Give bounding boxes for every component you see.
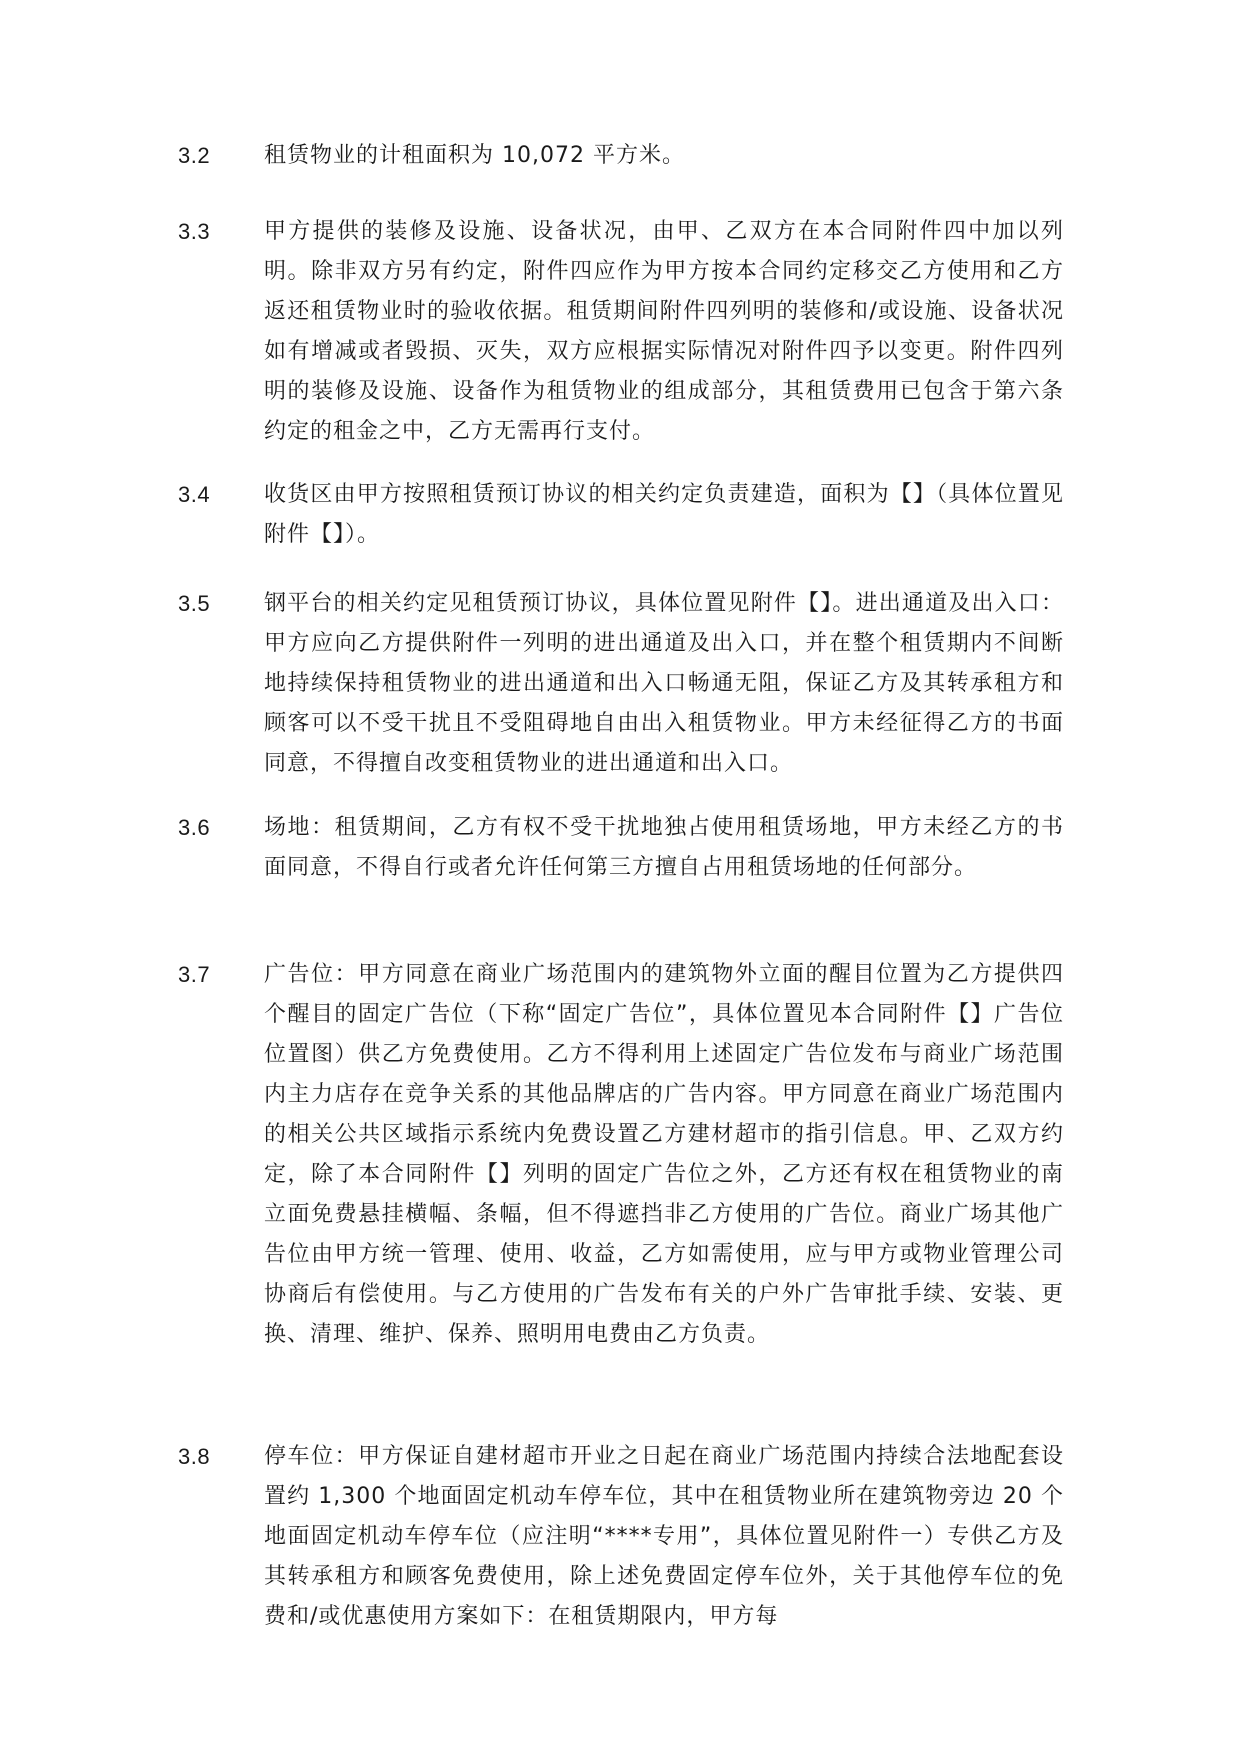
- clause-number: 3.6: [178, 815, 211, 840]
- clause-text: 钢平台的相关约定见租赁预订协议，具体位置见附件【】。进出通道及出入口：甲方应向乙方提供附件一列明的进出通道及出入口，并在整个租赁期内不间断地持续保持租赁物业的进出通道和出入口畅通无阻，保证乙方及其转承租方和顾客可以不受干扰且不受阻碍地自由出入租赁物业。甲方未经征得乙方的书面同意，不得擅自改变租赁物业的进出通道和出入口。: [264, 591, 1064, 776]
- clause-number: 3.3: [178, 219, 211, 244]
- clause-text: 收货区由甲方按照租赁预订协议的相关约定负责建造，面积为【】（具体位置见附件【】）。: [264, 482, 1064, 547]
- clause-number: 3.2: [178, 143, 211, 168]
- clause-number: 3.8: [178, 1444, 211, 1469]
- clause-text: 甲方提供的装修及设施、设备状况，由甲、乙双方在本合同附件四中加以列明。除非双方另有约定，附件四应作为甲方按本合同约定移交乙方使用和乙方返还租赁物业时的验收依据。租赁期间附件四列明的装修和/或设施、设备状况如有增减或者毁损、灭失，双方应根据实际情况对附件四予以变更。附件四列明的装修及设施、设备作为租赁物业的组成部分，其租赁费用已包含于第六条约定的租金之中，乙方无需再行支付。: [264, 219, 1064, 444]
- clause-number: 3.4: [178, 482, 211, 507]
- clause-text: 租赁物业的计租面积为 10,072 平方米。: [264, 143, 685, 168]
- clause-text: 场地：租赁期间，乙方有权不受干扰地独占使用租赁场地，甲方未经乙方的书面同意，不得自行或者允许任何第三方擅自占用租赁场地的任何部分。: [264, 815, 1064, 880]
- clause-number: 3.5: [178, 591, 211, 616]
- clause-text: 停车位：甲方保证自建材超市开业之日起在商业广场范围内持续合法地配套设置约 1,300 个地面固定机动车停车位，其中在租赁物业所在建筑物旁边 20 个地面固定机动车停车位（应注明“****专用”，具体位置见附件一）专供乙方及其转承租方和顾客免费使用，除上述免费固定停车位外，关于其他停车位的免费和/或优惠使用方案如下：在租赁期限内，甲方每: [264, 1444, 1064, 1629]
- clause-number: 3.7: [178, 962, 211, 987]
- clause-text: 广告位：甲方同意在商业广场范围内的建筑物外立面的醒目位置为乙方提供四个醒目的固定广告位（下称“固定广告位”，具体位置见本合同附件【】广告位位置图）供乙方免费使用。乙方不得利用上述固定广告位发布与商业广场范围内主力店存在竞争关系的其他品牌店的广告内容。甲方同意在商业广场范围内的相关公共区域指示系统内免费设置乙方建材超市的指引信息。甲、乙双方约定，除了本合同附件【】列明的固定广告位之外，乙方还有权在租赁物业的南立面免费悬挂横幅、条幅，但不得遮挡非乙方使用的广告位。商业广场其他广告位由甲方统一管理、使用、收益，乙方如需使用，应与甲方或物业管理公司协商后有偿使用。与乙方使用的广告发布有关的户外广告审批手续、安装、更换、清理、维护、保养、照明用电费由乙方负责。: [264, 962, 1064, 1347]
